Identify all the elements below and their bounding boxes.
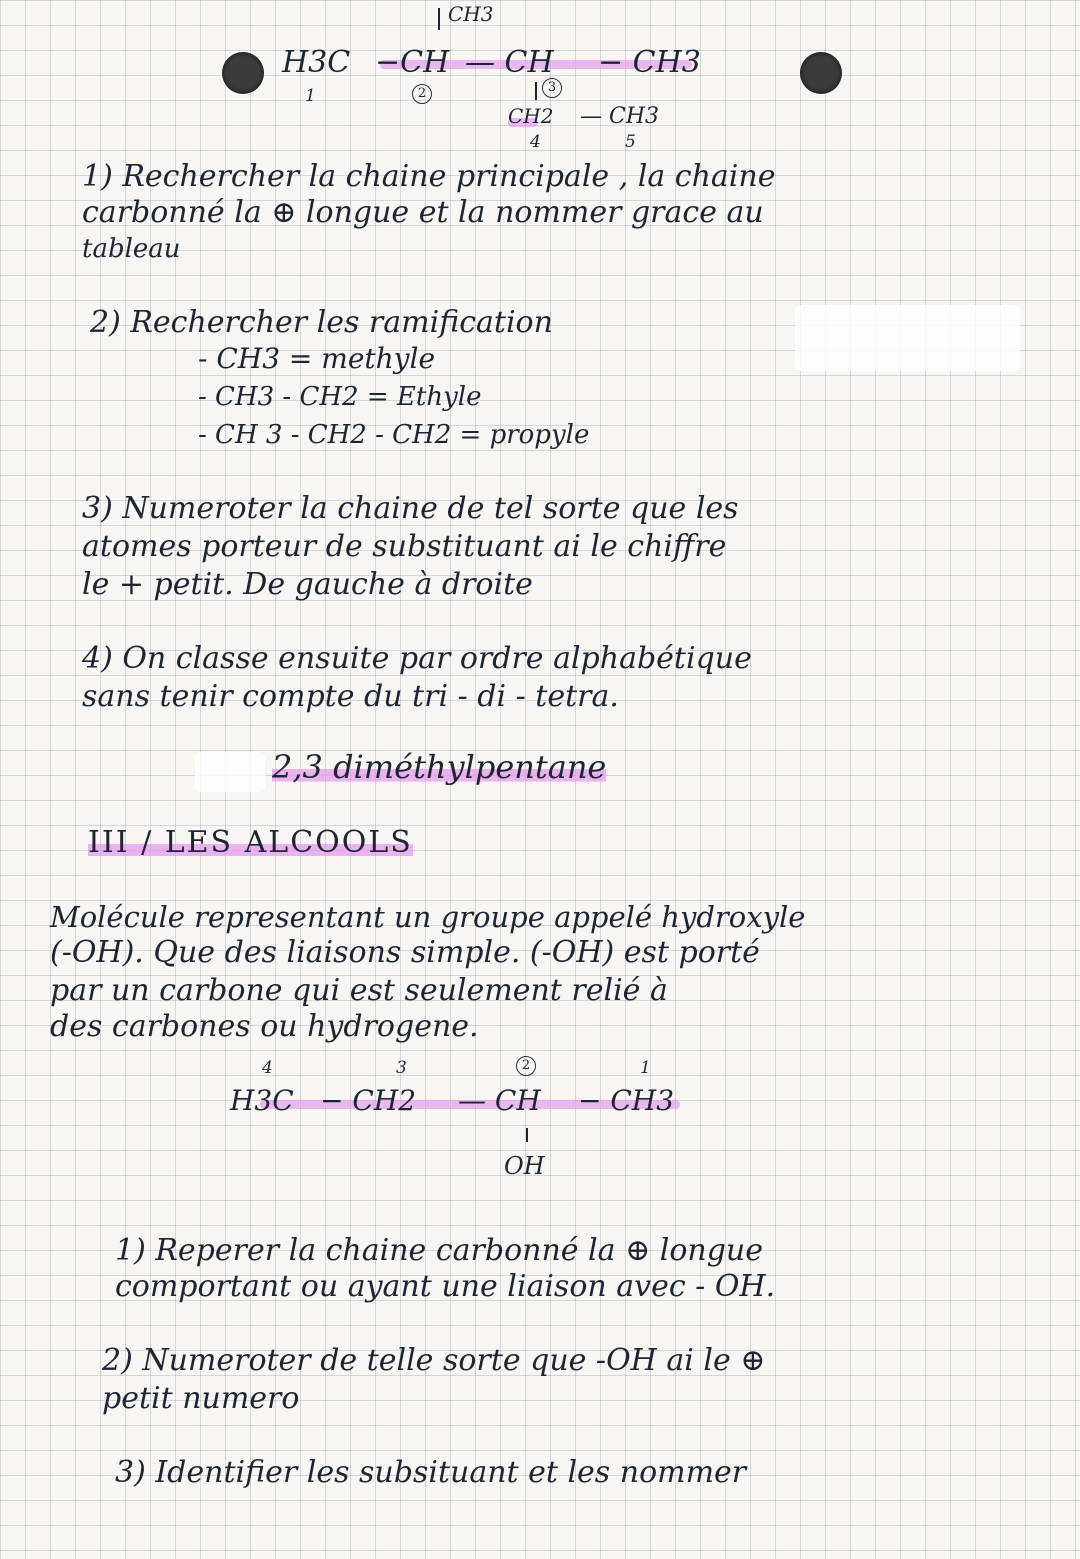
alcool-rule-3: 3) Identifier les subsituant et les nommer xyxy=(115,1455,747,1490)
definition-line-3: par un carbone qui est seulement relié à xyxy=(50,973,668,1008)
rule-4-line-1: 4) On classe ensuite par ordre alphabétique xyxy=(82,641,752,676)
rule-1-line-1: 1) Rechercher la chaine principale , la chaine xyxy=(82,159,776,194)
result-name: 2,3 diméthylpentane xyxy=(272,748,607,786)
chain-ch3: − CH3 xyxy=(578,1084,675,1117)
ramification-propyle: - CH 3 - CH2 - CH2 = propyle xyxy=(198,420,590,450)
hydroxyl-group: OH xyxy=(504,1152,545,1180)
rule-1-line-2: carbonné la ⊕ longue et la nommer grace au xyxy=(82,195,764,230)
definition-line-2: (-OH). Que des liaisons simple. (-OH) est porté xyxy=(50,935,760,970)
rule-1-line-3: tableau xyxy=(82,234,181,264)
alcool-rule-1-line-1: 1) Reperer la chaine carbonné la ⊕ longue xyxy=(115,1233,764,1268)
binder-hole-left xyxy=(222,52,264,94)
smudge xyxy=(195,752,265,792)
carbon-number-4: 4 xyxy=(530,132,541,152)
carbon-number-2: 2 xyxy=(516,1056,536,1076)
section-title-text: III / LES ALCOOLS xyxy=(88,825,413,860)
carbon-number-2: 2 xyxy=(412,84,432,104)
rule-3-line-3: le + petit. De gauche à droite xyxy=(82,567,533,602)
chain-h3c: H3C xyxy=(230,1084,294,1117)
rule-3-line-1: 3) Numeroter la chaine de tel sorte que les xyxy=(82,491,739,526)
carbon-number-4: 4 xyxy=(262,1058,273,1078)
bond-down xyxy=(535,82,537,100)
branch-ch2: CH2 xyxy=(508,104,554,128)
section-title xyxy=(88,824,413,862)
rule-4-line-2: sans tenir compte du tri - di - tetra. xyxy=(82,679,619,714)
rule-2-title: 2) Rechercher les ramification xyxy=(90,305,553,340)
chain-ch-3: — CH xyxy=(465,45,554,80)
alcool-rule-2-line-1: 2) Numeroter de telle sorte que -OH ai le ⊕ xyxy=(102,1343,766,1378)
carbon-number-3: 3 xyxy=(396,1058,407,1078)
alcool-rule-1-line-2: comportant ou ayant une liaison avec - OH. xyxy=(115,1269,776,1304)
carbon-number-3: 3 xyxy=(542,78,562,98)
chain-ch3-end: − CH3 xyxy=(598,45,701,80)
top-substituent: CH3 xyxy=(448,2,494,26)
alcool-rule-2-line-2: petit numero xyxy=(102,1381,300,1416)
chain-ch2: − CH2 xyxy=(320,1084,417,1117)
carbon-number-1: 1 xyxy=(305,86,316,106)
ramification-ethyle: - CH3 - CH2 = Ethyle xyxy=(198,382,482,412)
carbon-number-5: 5 xyxy=(625,132,636,152)
carbon-number-1: 1 xyxy=(640,1058,651,1078)
ramification-methyle: - CH3 = methyle xyxy=(198,342,436,375)
bond-oh xyxy=(526,1128,528,1142)
chain-ch: — CH xyxy=(458,1084,541,1117)
branch-ch3: — CH3 xyxy=(580,104,660,129)
chain-ch: −CH xyxy=(375,45,450,80)
binder-hole-right xyxy=(800,52,842,94)
bond-top xyxy=(438,8,440,30)
rule-3-line-2: atomes porteur de substituant ai le chiffre xyxy=(82,529,727,564)
definition-line-1: Molécule representant un groupe appelé hydroxyle xyxy=(50,900,806,934)
definition-line-4: des carbones ou hydrogene. xyxy=(50,1009,479,1044)
smudge xyxy=(795,305,1020,371)
chain-h3c: H3C xyxy=(282,45,351,80)
